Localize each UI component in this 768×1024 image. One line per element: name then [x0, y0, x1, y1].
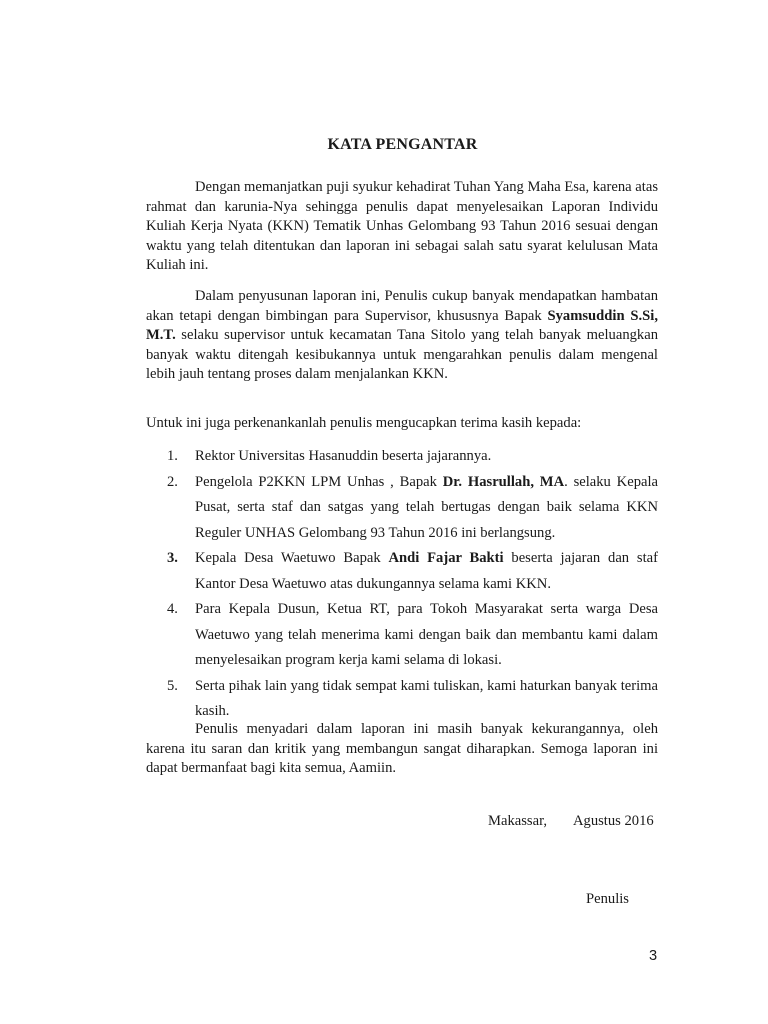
list-number: 5.	[167, 677, 178, 694]
paragraph-closing: Penulis menyadari dalam laporan ini masih banyak kekurangannya, oleh karena itu saran dan kritik yang membangun sangat diharapkan. Semoga laporan ini dapat bermanfaat bagi kita semua, Aamiin.	[146, 721, 658, 776]
place: Makassar,	[488, 813, 547, 829]
list-item	[146, 444, 658, 470]
list-number: 3.	[167, 550, 178, 566]
list-item-name: Dr. Hasrullah, MA	[442, 473, 565, 490]
signer: Penulis	[586, 891, 629, 907]
list-item	[146, 597, 658, 674]
list-item	[146, 470, 658, 547]
list-item	[146, 546, 658, 597]
list-item	[146, 674, 658, 725]
paragraph-supervisor-text-before: Dalam penyusunan laporan ini, Penulis cukup banyak mendapatkan hambatan akan tetapi dengan bimbingan para Supervisor, khususnya Bapak	[146, 288, 658, 324]
list-item-text: Rektor Universitas Hasanuddin beserta jajarannya.	[195, 448, 492, 464]
supervisor-name: Syamsuddin S.Si, M.T.	[146, 307, 658, 343]
place-date	[488, 813, 654, 830]
page-number: 3	[649, 948, 658, 964]
list-item-text: Serta pihak lain yang tidak sempat kami tuliskan, kami haturkan banyak terima kasih.	[195, 677, 658, 719]
list-item-text-after: beserta jajaran dan staf Kantor Desa Waetuwo atas dukungannya selama kami KKN.	[195, 550, 658, 592]
list-item-text-before: Kepala Desa Waetuwo Bapak	[195, 550, 389, 566]
paragraph-supervisor	[146, 287, 658, 385]
list-item-text-after: . selaku Kepala Pusat, serta staf dan satgas yang telah bertugas dengan baik selama KKN Reguler UNHAS Gelombang 93 Tahun 2016 ini berlangsung.	[195, 473, 659, 541]
thanks-intro: Untuk ini juga perkenankanlah penulis mengucapkan terima kasih kepada:	[146, 415, 582, 431]
date: Agustus 2016	[573, 813, 654, 829]
thanks-list	[146, 444, 658, 725]
list-item-text-before: Pengelola P2KKN LPM Unhas , Bapak	[195, 473, 443, 490]
list-number: 2.	[167, 473, 178, 490]
list-number: 4.	[167, 601, 178, 617]
page-title: KATA PENGANTAR	[327, 136, 478, 153]
list-item-text: Para Kepala Dusun, Ketua RT, para Tokoh Masyarakat serta warga Desa Waetuwo yang telah menerima kami dengan baik dan membantu kami dalam menyelesaikan program kerja kami selama di lokasi.	[195, 601, 658, 668]
list-number: 1.	[167, 448, 178, 464]
paragraph-supervisor-text-after: selaku supervisor untuk kecamatan Tana Sitolo yang telah banyak meluangkan banyak waktu ditengah kesibukannya untuk mengarahkan penulis dalam mengenal lebih jauh tentang proses dalam menjalankan KKN.	[146, 327, 658, 382]
paragraph-opening: Dengan memanjatkan puji syukur kehadirat Tuhan Yang Maha Esa, karena atas rahmat dan karunia-Nya sehingga penulis dapat menyelesaikan Laporan Individu Kuliah Kerja Nyata (KKN) Tematik Unhas Gelombang 93 Tahun 2016 sesuai dengan waktu yang telah ditentukan dan laporan ini sebagai salah satu syarat kelulusan Mata Kuliah ini.	[146, 179, 658, 273]
list-item-name: Andi Fajar Bakti	[388, 550, 504, 566]
